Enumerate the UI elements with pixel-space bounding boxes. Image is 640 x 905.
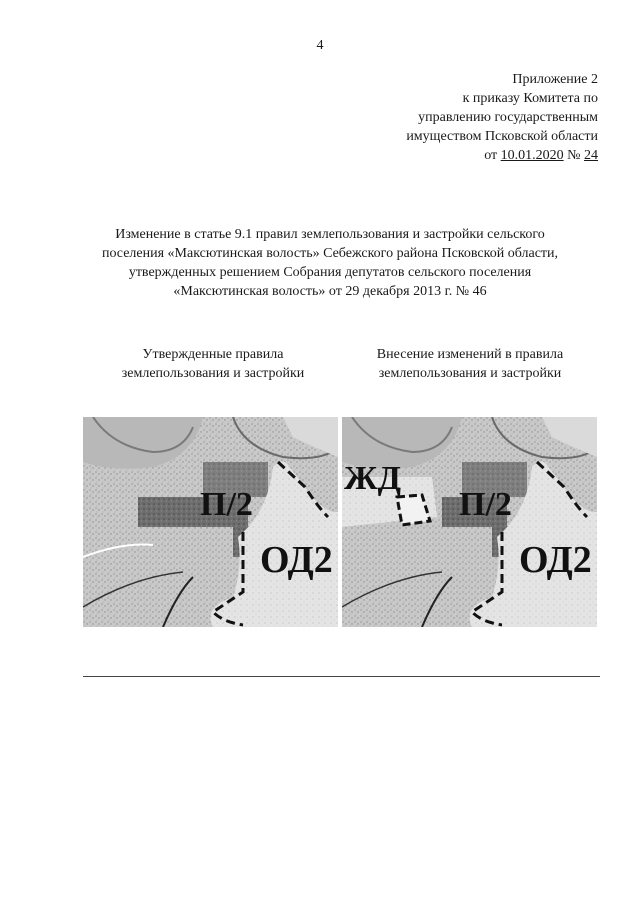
proposed-changes-map	[342, 417, 597, 627]
title-line: утвержденных решением Собрания депутатов сельского поселения	[128, 265, 532, 280]
caption-line: Внесение изменений в правила	[376, 347, 564, 362]
title-line: поселения «Максютинская волость» Себежского района Псковской области,	[101, 246, 559, 261]
title-line: «Максютинская волость» от 29 декабря 2013 г. № 46	[173, 284, 487, 299]
page-number: 4	[316, 38, 324, 53]
caption-line: землепользования и застройки	[378, 366, 562, 381]
approved-rules-map	[83, 417, 338, 627]
appendix-line: Приложение 2	[512, 72, 598, 87]
zone-p-label: П/2	[459, 486, 512, 523]
date-prefix: от	[484, 148, 501, 163]
appendix-block	[406, 70, 598, 165]
approved-map-image	[83, 417, 338, 627]
zone-od-label: ОД2	[519, 539, 592, 581]
document-title	[80, 225, 580, 301]
zone-od-label: ОД2	[260, 539, 333, 581]
appendix-line: управлению государственным	[418, 110, 598, 125]
number-sign: №	[563, 148, 584, 163]
caption-line: землепользования и застройки	[121, 366, 305, 381]
right-panel-caption	[340, 345, 600, 383]
left-panel-caption	[83, 345, 343, 383]
horizontal-divider	[83, 676, 600, 677]
appendix-date-line	[406, 146, 598, 165]
appendix-line: имуществом Псковской области	[406, 129, 598, 144]
order-number: 24	[584, 148, 598, 163]
zone-zhd-label: ЖД	[344, 460, 402, 497]
zone-p-label: П/2	[200, 486, 253, 523]
order-date: 10.01.2020	[500, 148, 564, 163]
title-line: Изменение в статье 9.1 правил землепользования и застройки сельского	[115, 227, 545, 242]
appendix-line: к приказу Комитета по	[462, 91, 598, 106]
caption-line: Утвержденные правила	[142, 347, 284, 362]
proposed-map-image	[342, 417, 597, 627]
